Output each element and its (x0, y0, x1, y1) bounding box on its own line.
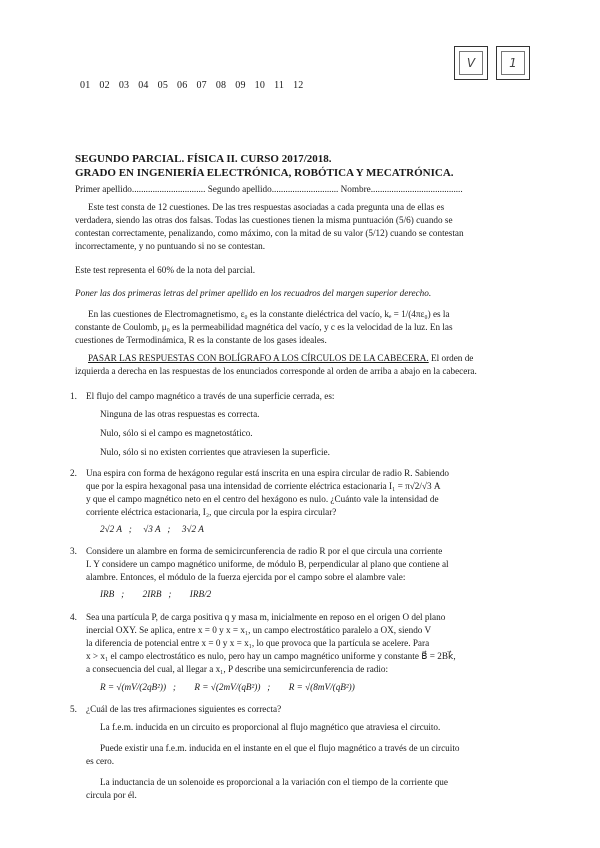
answer-number[interactable]: 11 (274, 80, 285, 91)
question-2-text: corriente eléctrica estacionaria, I₂, que circula por la espira circular? (86, 507, 337, 517)
answer-number[interactable]: 05 (157, 80, 169, 91)
question-5-option[interactable]: La inductancia de un solenoide es proporcional a la variación con el tiempo de la corriente que (100, 777, 448, 787)
question-number: 5. (70, 704, 77, 714)
answer-number[interactable]: 04 (138, 80, 149, 91)
initial-box-1[interactable] (454, 46, 488, 80)
question-1-option[interactable]: Nulo, sólo si no existen corrientes que atraviesen la superficie. (100, 447, 330, 457)
question-number: 3. (70, 546, 77, 556)
question-number: 2. (70, 468, 77, 478)
exam-title: SEGUNDO PARCIAL. FÍSICA II. CURSO 2017/2018. (75, 153, 332, 165)
question-3-text: I. Y considere un campo magnético uniforme, de módulo B, perpendicular al plano que contiene al (86, 559, 449, 569)
question-5-option-cont: circula por él. (86, 790, 137, 800)
constants-note: En las cuestiones de Electromagnetismo, ε₀ es la constante dieléctrica del vacío, kₑ = 1/(4πε₀) es la (88, 309, 450, 319)
constants-note: constante de Coulomb, μ₀ es la permeabilidad magnética del vacío, y c es la velocidad de la luz. En las (75, 322, 453, 332)
instructions-line: Este test consta de 12 cuestiones. De las tres respuestas asociadas a cada pregunta una de ellas es (88, 202, 445, 212)
question-4-text: Sea una partícula P, de carga positiva q y masa m, inicialmente en reposo en el origen O del plano (86, 612, 446, 622)
question-2-text: que por la espira hexagonal pasa una intensidad de corriente eléctrica estacionaria I₁ = π√2/√3 A (86, 481, 441, 491)
question-5-option[interactable]: Puede existir una f.e.m. inducida en el instante en el que el flujo magnético a través de un circuito (100, 743, 460, 753)
name-fields[interactable]: Primer apellido................................ Segundo apellido............................. Nombre........................................ (75, 184, 463, 194)
instructions-line: contestan correctamente, penalizando, como máximo, con la mitad de su valor (5/12) cuando se contestan (75, 228, 464, 238)
answer-transfer-rest: El orden de (428, 353, 474, 363)
question-5-option[interactable]: La f.e.m. inducida en un circuito es proporcional al flujo magnético que atraviesa el circuito. (100, 722, 441, 732)
question-3-options[interactable]: IRB ; 2IRB ; IRB/2 (100, 589, 212, 599)
answer-number[interactable]: 10 (254, 80, 266, 91)
answer-number[interactable]: 01 (80, 80, 91, 91)
answer-number[interactable]: 08 (215, 80, 227, 91)
question-number: 1. (70, 391, 77, 401)
answer-number[interactable]: 06 (177, 80, 188, 91)
grade-weight-note: Este test representa el 60% de la nota del parcial. (75, 265, 256, 275)
question-5-text: ¿Cuál de las tres afirmaciones siguientes es correcta? (86, 704, 282, 714)
answer-number[interactable]: 09 (235, 80, 246, 91)
question-4-text: la diferencia de potencial entre x = 0 y x = x₁, lo que provoca que la partícula se acelere. Para (86, 638, 430, 648)
initial-box-1-text: V (466, 56, 476, 70)
question-4-options[interactable]: R = √(mV/(2qB²)) ; R = √(2mV/(qB²)) ; R = √(8mV/(qB²)) (100, 682, 355, 692)
instructions-line: verdadera, siendo las otras dos falsas. Todas las cuestiones tienen la misma puntuación (5/6) cuando se (75, 215, 453, 225)
question-4-text: inercial OXY. Se aplica, entre x = 0 y x = x₁, un campo electrostático paralelo a OX, siendo V (86, 625, 432, 635)
instructions-line: incorrectamente, y no puntuando si no se contestan. (75, 241, 266, 251)
question-4-text: x > x₁ el campo electrostático es nulo, pero hay un campo magnético uniforme y constante B⃗ = 2Bk⃗, (86, 651, 456, 661)
question-1-option[interactable]: Nulo, sólo si el campo es magnetostático. (100, 428, 253, 438)
answer-number[interactable]: 12 (293, 80, 304, 91)
answer-number[interactable]: 02 (99, 80, 110, 91)
question-2-options[interactable]: 2√2 A ; √3 A ; 3√2 A (100, 524, 204, 534)
question-5-option-cont: es cero. (86, 756, 115, 766)
question-4-text: a consecuencia del cual, al llegar a x₁, P describe una semicircunferencia de radio: (86, 664, 389, 674)
answer-number-row (80, 80, 313, 91)
initial-box-2[interactable] (496, 46, 530, 80)
question-2-text: Una espira con forma de hexágono regular está inscrita en una espira circular de radio R. Sabiendo (86, 468, 450, 478)
question-1-option[interactable]: Ninguna de las otras respuestas es correcta. (100, 409, 260, 419)
answer-transfer-emphasis: PASAR LAS RESPUESTAS CON BOLÍGRAFO A LOS CÍRCULOS DE LA CABECERA. (88, 353, 429, 363)
degree-title: GRADO EN INGENIERÍA ELECTRÓNICA, ROBÓTICA Y MECATRÓNICA. (75, 167, 454, 179)
question-3-text: Considere un alambre en forma de semicircunferencia de radio R por el que circula una corriente (86, 546, 443, 556)
answer-transfer-note (88, 352, 473, 365)
answer-transfer-note: izquierda a derecha en las respuestas de los enunciados corresponde al orden de arriba a abajo en la cabecera. (75, 366, 477, 376)
question-number: 4. (70, 612, 77, 622)
constants-note: cuestiones de Termodinámica, R es la constante de los gases ideales. (75, 335, 327, 345)
answer-number[interactable]: 07 (196, 80, 207, 91)
question-3-text: alambre. Entonces, el módulo de la fuerza ejercida por el campo sobre el alambre vale: (86, 572, 406, 582)
question-2-text: y que el campo magnético neto en el centro del hexágono es nulo. ¿Cuánto vale la intensidad de (86, 494, 439, 504)
answer-number[interactable]: 03 (118, 80, 130, 91)
question-1-text: El flujo del campo magnético a través de una superficie cerrada, es: (86, 391, 335, 401)
initials-instruction: Poner las dos primeras letras del primer apellido en los recuadros del margen superior derecho. (75, 288, 432, 298)
initial-box-2-text: 1 (509, 56, 517, 70)
